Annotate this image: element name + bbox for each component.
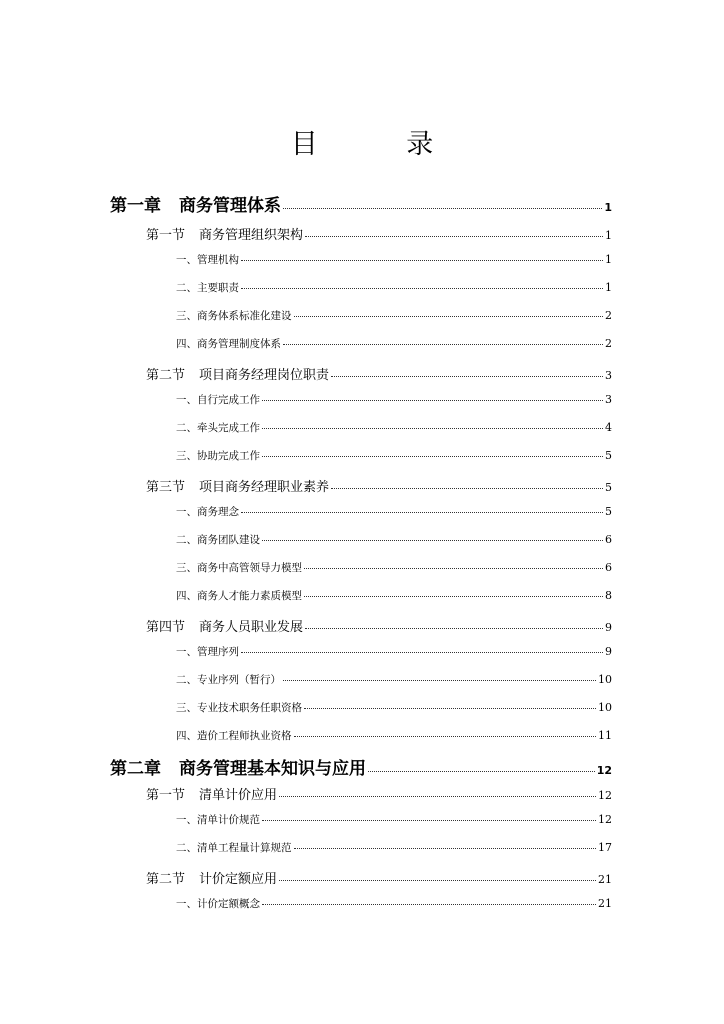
toc-entry-text: 二、清单工程量计算规范 xyxy=(176,842,292,854)
toc-entry-label xyxy=(146,476,329,495)
dot-leader xyxy=(279,880,596,881)
toc-entry-label xyxy=(176,252,239,267)
toc-entry-label xyxy=(176,672,281,687)
toc-entry-page-number: 1 xyxy=(605,281,612,294)
toc-entry-section[interactable] xyxy=(146,224,612,243)
toc-entry-label xyxy=(176,308,292,323)
toc-entry-text: 四、造价工程师执业资格 xyxy=(176,730,292,742)
toc-entry-text: 商务管理组织架构 xyxy=(199,228,304,243)
dot-leader xyxy=(304,568,603,569)
toc-entry-item[interactable] xyxy=(176,532,612,547)
toc-entry-section[interactable] xyxy=(146,476,612,495)
toc-entry-label xyxy=(176,280,239,295)
toc-title: 目 录 xyxy=(290,129,474,160)
toc-entry-text: 四、商务人才能力素质模型 xyxy=(176,590,302,602)
dot-leader xyxy=(279,796,596,797)
dot-leader xyxy=(305,628,603,629)
toc-entry-text: 一、管理机构 xyxy=(176,254,239,266)
toc-entry-page-number: 3 xyxy=(605,393,612,406)
toc-entry-number: 第一节 xyxy=(146,228,186,243)
toc-entry-section[interactable] xyxy=(146,616,612,635)
toc-entry-number: 第二节 xyxy=(146,368,186,383)
toc-entry-label xyxy=(176,728,292,743)
dot-leader xyxy=(294,316,604,317)
toc-entry-label xyxy=(176,392,260,407)
toc-entry-page-number: 10 xyxy=(598,673,612,686)
toc-entry-number: 第一节 xyxy=(146,788,186,803)
toc-entry-label xyxy=(176,840,292,855)
toc-entry-text: 三、专业技术职务任职资格 xyxy=(176,702,302,714)
toc-entry-label xyxy=(146,868,277,887)
toc-entry-page-number: 5 xyxy=(605,505,612,518)
toc-entry-item[interactable] xyxy=(176,280,612,295)
toc-entry-label xyxy=(146,616,303,635)
toc-entry-text: 二、商务团队建设 xyxy=(176,534,260,546)
dot-leader xyxy=(294,848,597,849)
toc-entry-page-number: 10 xyxy=(598,701,612,714)
toc-entry-page-number: 9 xyxy=(605,645,612,658)
toc-entry-page-number: 8 xyxy=(605,589,612,602)
toc-entry-page-number: 12 xyxy=(596,764,612,777)
toc-entry-page-number: 9 xyxy=(605,621,612,634)
dot-leader xyxy=(262,456,603,457)
toc-entry-page-number: 1 xyxy=(604,201,612,214)
toc-entry-text: 一、管理序列 xyxy=(176,646,239,658)
toc-entry-label xyxy=(146,224,303,243)
toc-entry-page-number: 17 xyxy=(598,841,612,854)
toc-entry-label xyxy=(176,420,260,435)
toc-entry-item[interactable] xyxy=(176,896,612,911)
toc-entry-page-number: 5 xyxy=(605,449,612,462)
toc-entry-text: 商务人员职业发展 xyxy=(199,620,304,635)
toc-entry-label xyxy=(176,812,260,827)
toc-entry-page-number: 6 xyxy=(605,561,612,574)
toc-entry-page-number: 4 xyxy=(605,421,612,434)
toc-entry-number: 第二节 xyxy=(146,872,186,887)
toc-entry-section[interactable] xyxy=(146,868,612,887)
toc-entry-item[interactable] xyxy=(176,420,612,435)
toc-entry-page-number: 21 xyxy=(598,897,612,910)
toc-entry-item[interactable] xyxy=(176,672,612,687)
dot-leader xyxy=(241,652,603,653)
dot-leader xyxy=(283,344,603,345)
toc-entry-text: 项目商务经理岗位职责 xyxy=(199,368,330,383)
dot-leader xyxy=(331,488,603,489)
toc-entry-number: 第二章 xyxy=(110,759,161,779)
toc-entry-text: 一、商务理念 xyxy=(176,506,239,518)
dot-leader xyxy=(294,736,597,737)
toc-entry-item[interactable] xyxy=(176,392,612,407)
toc-entry-item[interactable] xyxy=(176,728,612,743)
toc-entry-label xyxy=(176,560,302,575)
dot-leader xyxy=(304,596,603,597)
toc-entry-label xyxy=(110,191,281,216)
toc-entry-page-number: 1 xyxy=(605,253,612,266)
toc-entry-number: 第四节 xyxy=(146,620,186,635)
dot-leader xyxy=(262,820,596,821)
dot-leader xyxy=(262,904,596,905)
toc-entry-item[interactable] xyxy=(176,644,612,659)
toc-entry-label xyxy=(176,532,260,547)
dot-leader xyxy=(283,680,596,681)
toc-entry-text: 一、计价定额概念 xyxy=(176,898,260,910)
toc-entry-page-number: 12 xyxy=(598,813,612,826)
toc-entry-item[interactable] xyxy=(176,840,612,855)
toc-entry-page-number: 3 xyxy=(605,369,612,382)
toc-entry-item[interactable] xyxy=(176,448,612,463)
toc-entry-text: 三、协助完成工作 xyxy=(176,450,260,462)
dot-leader xyxy=(331,376,603,377)
toc-entry-item[interactable] xyxy=(176,252,612,267)
dot-leader xyxy=(241,260,603,261)
toc-entry-page-number: 5 xyxy=(605,481,612,494)
toc-entry-page-number: 6 xyxy=(605,533,612,546)
toc-entry-label xyxy=(146,364,329,383)
toc-entry-page-number: 1 xyxy=(605,229,612,242)
toc-entry-text: 项目商务经理职业素养 xyxy=(199,480,330,495)
toc-entry-page-number: 2 xyxy=(605,309,612,322)
toc-entry-item[interactable] xyxy=(176,812,612,827)
toc-entry-item[interactable] xyxy=(176,336,612,351)
toc-entry-section[interactable] xyxy=(146,784,612,803)
toc-entry-page-number: 11 xyxy=(598,729,612,742)
toc-entry-text: 三、商务体系标准化建设 xyxy=(176,310,292,322)
dot-leader xyxy=(262,400,603,401)
toc-entry-label xyxy=(176,504,239,519)
toc-entry-label xyxy=(110,754,366,779)
toc-entry-text: 一、自行完成工作 xyxy=(176,394,260,406)
toc-entry-text: 商务管理体系 xyxy=(179,196,281,216)
toc-entry-label xyxy=(176,700,302,715)
toc-entry-page-number: 2 xyxy=(605,337,612,350)
dot-leader xyxy=(305,236,603,237)
toc-entry-text: 二、专业序列（暂行） xyxy=(176,674,281,686)
toc-entry-text: 三、商务中高管领导力模型 xyxy=(176,562,302,574)
toc-entry-chapter[interactable] xyxy=(110,191,612,216)
dot-leader xyxy=(241,512,603,513)
dot-leader xyxy=(304,708,596,709)
toc-entry-item[interactable] xyxy=(176,504,612,519)
toc-entry-text: 四、商务管理制度体系 xyxy=(176,338,281,350)
toc-entry-page-number: 21 xyxy=(598,873,612,886)
toc-entry-label xyxy=(176,336,281,351)
dot-leader xyxy=(262,428,603,429)
toc-entry-label xyxy=(176,644,239,659)
toc-entry-text: 二、主要职责 xyxy=(176,282,239,294)
toc-entry-item[interactable] xyxy=(176,560,612,575)
toc-entry-number: 第三节 xyxy=(146,480,186,495)
toc-entry-label xyxy=(146,784,277,803)
toc-entry-text: 计价定额应用 xyxy=(199,872,278,887)
toc-entry-page-number: 12 xyxy=(598,789,612,802)
toc-entry-text: 商务管理基本知识与应用 xyxy=(179,759,366,779)
toc-entry-section[interactable] xyxy=(146,364,612,383)
toc-entry-text: 清单计价应用 xyxy=(199,788,278,803)
toc-entry-text: 二、牵头完成工作 xyxy=(176,422,260,434)
toc-entry-item[interactable] xyxy=(176,700,612,715)
toc-entry-label xyxy=(176,448,260,463)
toc-entry-chapter[interactable] xyxy=(110,754,612,779)
dot-leader xyxy=(368,771,595,772)
dot-leader xyxy=(241,288,603,289)
toc-entry-number: 第一章 xyxy=(110,196,161,216)
dot-leader xyxy=(283,208,602,209)
toc-entry-item[interactable] xyxy=(176,588,612,603)
toc-entry-label xyxy=(176,588,302,603)
toc-entry-label xyxy=(176,896,260,911)
toc-entry-text: 一、清单计价规范 xyxy=(176,814,260,826)
dot-leader xyxy=(262,540,603,541)
toc-entry-item[interactable] xyxy=(176,308,612,323)
